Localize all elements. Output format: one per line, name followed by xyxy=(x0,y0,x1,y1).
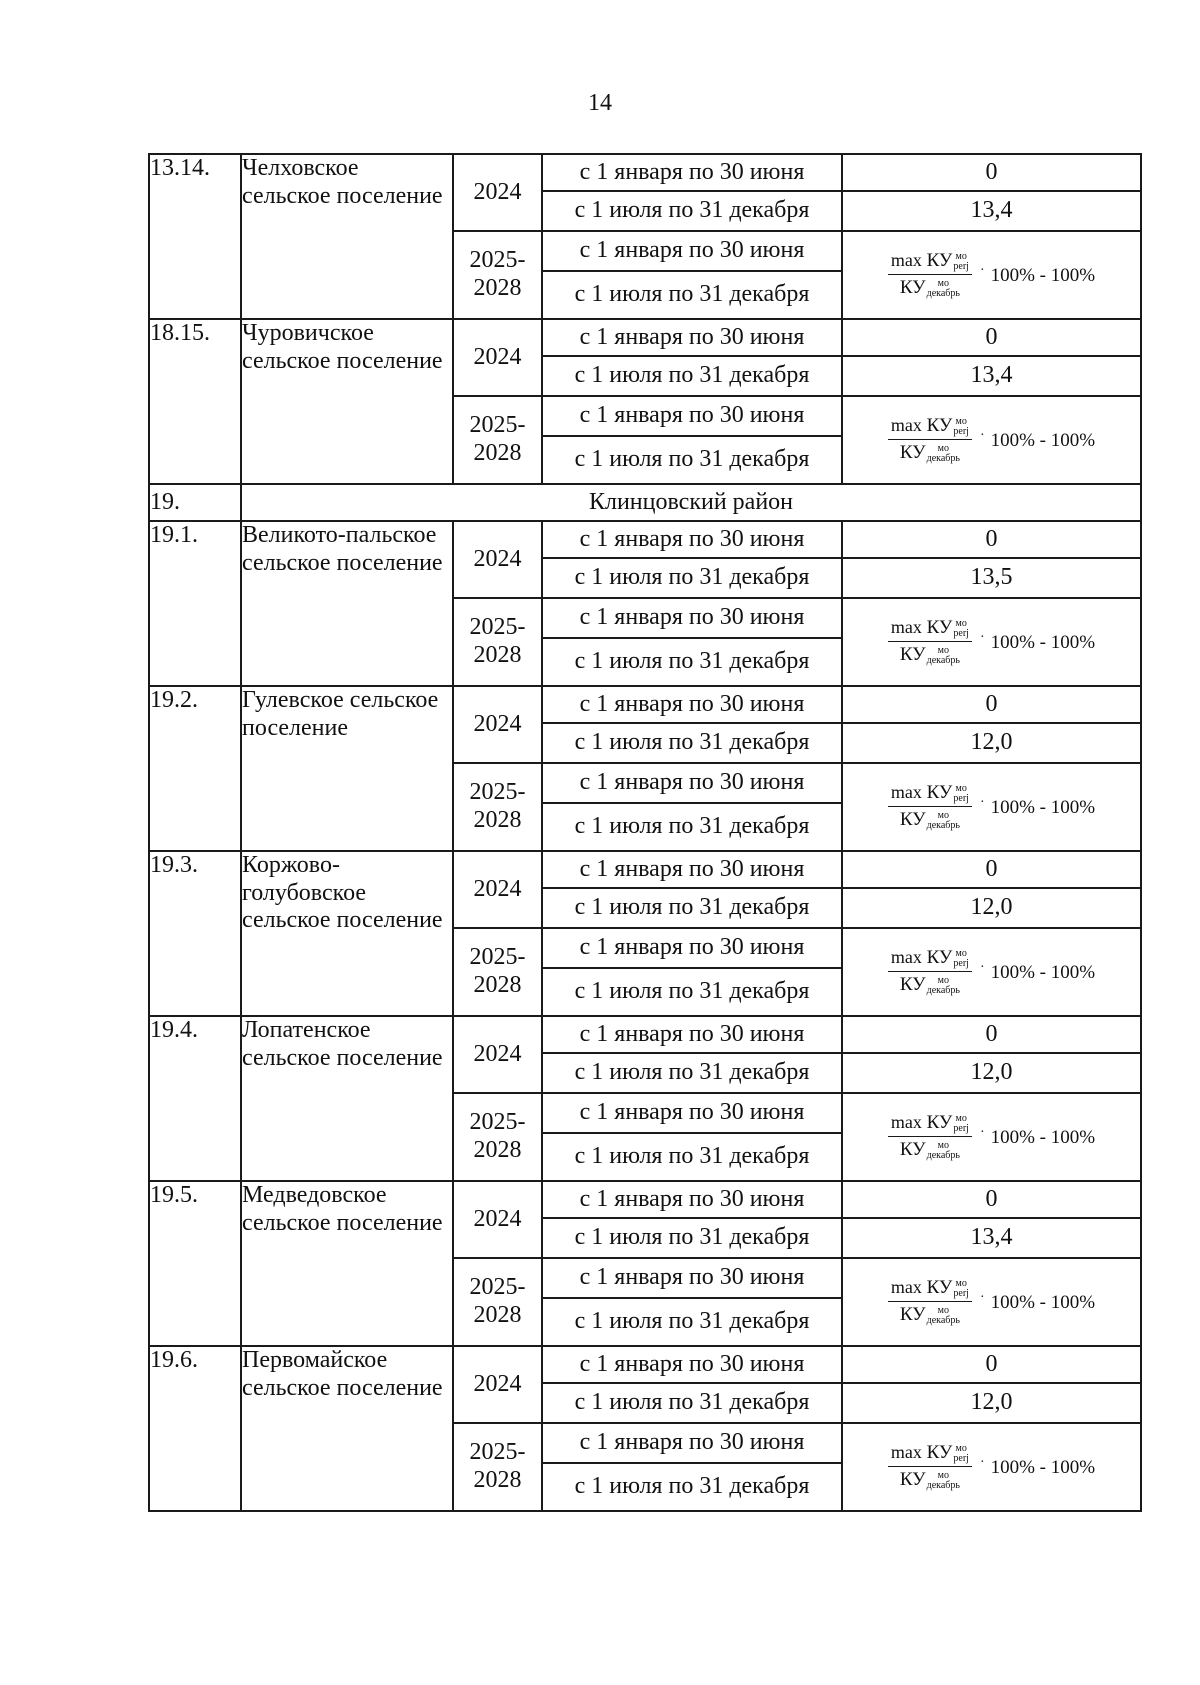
formula-op: max xyxy=(890,1112,922,1133)
entry-year-range: 2025-2028 xyxy=(453,1093,542,1181)
formula-symbol: КУ xyxy=(926,415,953,437)
formula-symbol: КУ xyxy=(926,617,953,639)
entry-value: 0 xyxy=(842,319,1141,356)
formula-sub: декабрь xyxy=(926,1479,960,1491)
formula-numerator xyxy=(888,251,972,275)
entry-period: с 1 июля по 31 декабря xyxy=(542,888,842,928)
formula-sub: рerj xyxy=(953,1453,969,1464)
formula-numerator xyxy=(888,1113,972,1137)
entry-number: 19.3. xyxy=(149,851,241,1016)
entry-period: с 1 января по 30 июня xyxy=(542,1258,842,1298)
formula-symbol: КУ xyxy=(926,1112,953,1134)
entry-year-range: 2025-2028 xyxy=(453,396,542,484)
formula-sub: декабрь xyxy=(926,819,960,831)
entry-period: с 1 января по 30 июня xyxy=(542,521,842,558)
entry-name: Лопатенское сельское поселение xyxy=(241,1016,453,1181)
entry-number: 19.1. xyxy=(149,521,241,686)
entry-value: 0 xyxy=(842,1016,1141,1053)
formula-symbol: КУ xyxy=(899,1139,926,1160)
formula-dot: · xyxy=(979,1290,985,1305)
formula-indices xyxy=(953,252,969,272)
entry-period: с 1 июля по 31 декабря xyxy=(542,356,842,396)
formula-sub: рerj xyxy=(953,958,969,969)
tariff-table-body xyxy=(149,154,1141,1511)
entry-period: с 1 января по 30 июня xyxy=(542,1016,842,1053)
formula-indices xyxy=(927,646,960,666)
formula-dot: · xyxy=(979,1125,985,1140)
formula-sub: рerj xyxy=(953,261,969,272)
formula-cell xyxy=(842,396,1141,484)
entry-period: с 1 июля по 31 декабря xyxy=(542,1133,842,1181)
entry-period: с 1 января по 30 июня xyxy=(542,686,842,723)
entry-year: 2024 xyxy=(453,851,542,928)
formula-sup: мо xyxy=(937,809,949,821)
formula-fraction xyxy=(888,948,972,995)
formula xyxy=(843,1443,1140,1490)
table-row xyxy=(149,686,1141,723)
formula-symbol: КУ xyxy=(926,250,953,272)
entry-period: с 1 июля по 31 декабря xyxy=(542,1218,842,1258)
table-row xyxy=(149,1346,1141,1383)
formula-symbol: КУ xyxy=(899,1304,926,1325)
formula-indices xyxy=(953,784,969,804)
formula-tail: 100% - 100% xyxy=(990,796,1096,818)
formula-numerator xyxy=(888,416,972,440)
section-row xyxy=(149,484,1141,521)
formula-dot: · xyxy=(979,795,985,810)
formula-indices xyxy=(953,619,969,639)
table-row xyxy=(149,154,1141,191)
table-row xyxy=(149,1016,1141,1053)
entry-name: Медведовское сельское поселение xyxy=(241,1181,453,1346)
formula-tail: 100% - 100% xyxy=(990,1456,1096,1478)
formula-dot: · xyxy=(979,960,985,975)
formula-sup: мо xyxy=(937,1304,949,1316)
formula-sup: мо xyxy=(937,442,949,454)
formula xyxy=(843,948,1140,995)
formula xyxy=(843,618,1140,665)
entry-value: 0 xyxy=(842,1181,1141,1218)
formula-sup: мо xyxy=(955,783,967,794)
entry-number: 18.15. xyxy=(149,319,241,484)
entry-period: с 1 января по 30 июня xyxy=(542,598,842,638)
formula-cell xyxy=(842,231,1141,319)
entry-year-range: 2025-2028 xyxy=(453,231,542,319)
formula-symbol: КУ xyxy=(926,947,953,969)
formula-fraction xyxy=(888,416,972,463)
entry-value: 0 xyxy=(842,851,1141,888)
page-number: 14 xyxy=(588,90,612,116)
entry-value: 0 xyxy=(842,521,1141,558)
formula xyxy=(843,1113,1140,1160)
formula-numerator xyxy=(888,783,972,807)
formula-sub: рerj xyxy=(953,628,969,639)
entry-name: Чуровичское сельское поселение xyxy=(241,319,453,484)
formula-indices xyxy=(927,444,960,464)
formula-numerator xyxy=(888,1278,972,1302)
formula-dot: · xyxy=(979,1455,985,1470)
formula-sub: рerj xyxy=(953,1123,969,1134)
entry-period: с 1 июля по 31 декабря xyxy=(542,191,842,231)
formula-denominator xyxy=(897,275,963,299)
formula-tail: 100% - 100% xyxy=(990,631,1096,653)
entry-period: с 1 июля по 31 декабря xyxy=(542,638,842,686)
entry-year-range: 2025-2028 xyxy=(453,1258,542,1346)
entry-period: с 1 января по 30 июня xyxy=(542,1346,842,1383)
entry-period: с 1 января по 30 июня xyxy=(542,396,842,436)
entry-period: с 1 января по 30 июня xyxy=(542,231,842,271)
formula-cell xyxy=(842,928,1141,1016)
formula-cell xyxy=(842,1258,1141,1346)
formula xyxy=(843,251,1140,298)
formula-numerator xyxy=(888,948,972,972)
formula-op: max xyxy=(890,1442,922,1463)
entry-period: с 1 июля по 31 декабря xyxy=(542,436,842,484)
formula-fraction xyxy=(888,618,972,665)
entry-number: 19.6. xyxy=(149,1346,241,1511)
formula-denominator xyxy=(897,972,963,996)
formula xyxy=(843,416,1140,463)
formula-tail: 100% - 100% xyxy=(990,264,1096,286)
entry-year: 2024 xyxy=(453,319,542,396)
formula-indices xyxy=(953,949,969,969)
formula-symbol: КУ xyxy=(899,809,926,830)
formula-symbol: КУ xyxy=(899,644,926,665)
formula-tail: 100% - 100% xyxy=(990,961,1096,983)
entry-year-range: 2025-2028 xyxy=(453,928,542,1016)
formula-indices xyxy=(927,1306,960,1326)
formula-dot: · xyxy=(979,263,985,278)
formula-sup: мо xyxy=(937,1469,949,1481)
formula-op: max xyxy=(890,782,922,803)
section-title: Клинцовский район xyxy=(241,484,1141,521)
entry-period: с 1 января по 30 июня xyxy=(542,154,842,191)
entry-value: 12,0 xyxy=(842,1383,1141,1423)
entry-period: с 1 июля по 31 декабря xyxy=(542,968,842,1016)
entry-number: 19.5. xyxy=(149,1181,241,1346)
formula-fraction xyxy=(888,251,972,298)
formula-denominator xyxy=(897,1137,963,1161)
entry-name: Великото-пальское сельское поселение xyxy=(241,521,453,686)
entry-year: 2024 xyxy=(453,1016,542,1093)
formula-indices xyxy=(953,1444,969,1464)
entry-period: с 1 июля по 31 декабря xyxy=(542,1463,842,1511)
formula-symbol: КУ xyxy=(899,1469,926,1490)
formula xyxy=(843,1278,1140,1325)
formula-symbol: КУ xyxy=(926,782,953,804)
formula-sub: декабрь xyxy=(926,1149,960,1161)
formula-tail: 100% - 100% xyxy=(990,1126,1096,1148)
entry-period: с 1 июля по 31 декабря xyxy=(542,723,842,763)
entry-value: 13,4 xyxy=(842,1218,1141,1258)
entry-value: 0 xyxy=(842,1346,1141,1383)
formula-sup: мо xyxy=(937,277,949,289)
formula-fraction xyxy=(888,1113,972,1160)
entry-year: 2024 xyxy=(453,1181,542,1258)
formula-cell xyxy=(842,598,1141,686)
formula-op: max xyxy=(890,1277,922,1298)
entry-value: 13,4 xyxy=(842,191,1141,231)
entry-period: с 1 июля по 31 декабря xyxy=(542,803,842,851)
entry-number: 19.2. xyxy=(149,686,241,851)
formula-sup: мо xyxy=(955,618,967,629)
formula-symbol: КУ xyxy=(899,974,926,995)
entry-year: 2024 xyxy=(453,1346,542,1423)
formula-sup: мо xyxy=(937,1139,949,1151)
entry-period: с 1 января по 30 июня xyxy=(542,851,842,888)
formula-cell xyxy=(842,1093,1141,1181)
formula-sub: декабрь xyxy=(926,287,960,299)
entry-number: 19.4. xyxy=(149,1016,241,1181)
entry-year: 2024 xyxy=(453,686,542,763)
entry-value: 12,0 xyxy=(842,1053,1141,1093)
formula-sub: декабрь xyxy=(926,984,960,996)
formula-sup: мо xyxy=(937,644,949,656)
formula-fraction xyxy=(888,1443,972,1490)
entry-name: Первомайское сельское поселение xyxy=(241,1346,453,1511)
entry-name: Коржово-голубовское сельское поселение xyxy=(241,851,453,1016)
formula-sup: мо xyxy=(955,1443,967,1454)
entry-period: с 1 января по 30 июня xyxy=(542,1093,842,1133)
formula-sub: декабрь xyxy=(926,1314,960,1326)
formula-op: max xyxy=(890,947,922,968)
formula-denominator xyxy=(897,1467,963,1491)
formula-indices xyxy=(953,1279,969,1299)
formula-symbol: КУ xyxy=(926,1442,953,1464)
table-row xyxy=(149,319,1141,356)
formula-denominator xyxy=(897,440,963,464)
entry-value: 12,0 xyxy=(842,888,1141,928)
entry-period: с 1 июля по 31 декабря xyxy=(542,271,842,319)
table-row xyxy=(149,521,1141,558)
entry-period: с 1 июля по 31 декабря xyxy=(542,558,842,598)
entry-period: с 1 июля по 31 декабря xyxy=(542,1053,842,1093)
formula-indices xyxy=(927,811,960,831)
entry-number: 13.14. xyxy=(149,154,241,319)
formula-numerator xyxy=(888,618,972,642)
formula-sup: мо xyxy=(955,1113,967,1124)
formula-sup: мо xyxy=(955,251,967,262)
entry-period: с 1 июля по 31 декабря xyxy=(542,1298,842,1346)
formula-cell xyxy=(842,1423,1141,1511)
formula-sub: рerj xyxy=(953,426,969,437)
entry-value: 13,4 xyxy=(842,356,1141,396)
formula-op: max xyxy=(890,617,922,638)
entry-period: с 1 января по 30 июня xyxy=(542,1181,842,1218)
section-number: 19. xyxy=(149,484,241,521)
formula-denominator xyxy=(897,807,963,831)
formula xyxy=(843,783,1140,830)
entry-year-range: 2025-2028 xyxy=(453,1423,542,1511)
formula-denominator xyxy=(897,642,963,666)
formula-tail: 100% - 100% xyxy=(990,1291,1096,1313)
entry-year: 2024 xyxy=(453,154,542,231)
formula-indices xyxy=(953,1114,969,1134)
formula-tail: 100% - 100% xyxy=(990,429,1096,451)
entry-name: Гулевское сельское поселение xyxy=(241,686,453,851)
entry-period: с 1 января по 30 июня xyxy=(542,1423,842,1463)
tariff-table xyxy=(148,153,1142,1512)
formula-fraction xyxy=(888,1278,972,1325)
table-row xyxy=(149,1181,1141,1218)
entry-value: 12,0 xyxy=(842,723,1141,763)
formula-dot: · xyxy=(979,428,985,443)
formula-sub: рerj xyxy=(953,1288,969,1299)
formula-indices xyxy=(927,976,960,996)
entry-value: 13,5 xyxy=(842,558,1141,598)
formula-sub: декабрь xyxy=(926,654,960,666)
formula-indices xyxy=(927,1471,960,1491)
formula-symbol: КУ xyxy=(926,1277,953,1299)
entry-value: 0 xyxy=(842,686,1141,723)
entry-name: Челховское сельское поселение xyxy=(241,154,453,319)
entry-period: с 1 января по 30 июня xyxy=(542,928,842,968)
formula-sub: рerj xyxy=(953,793,969,804)
formula-indices xyxy=(953,417,969,437)
formula-cell xyxy=(842,763,1141,851)
entry-year-range: 2025-2028 xyxy=(453,598,542,686)
formula-denominator xyxy=(897,1302,963,1326)
formula-op: max xyxy=(890,415,922,436)
table-row xyxy=(149,851,1141,888)
entry-value: 0 xyxy=(842,154,1141,191)
formula-sup: мо xyxy=(955,948,967,959)
entry-year-range: 2025-2028 xyxy=(453,763,542,851)
formula-sup: мо xyxy=(955,416,967,427)
entry-period: с 1 января по 30 июня xyxy=(542,763,842,803)
formula-sup: мо xyxy=(937,974,949,986)
entry-period: с 1 июля по 31 декабря xyxy=(542,1383,842,1423)
entry-year: 2024 xyxy=(453,521,542,598)
formula-sub: декабрь xyxy=(926,452,960,464)
formula-numerator xyxy=(888,1443,972,1467)
formula-dot: · xyxy=(979,630,985,645)
formula-op: max xyxy=(890,250,922,271)
formula-sup: мо xyxy=(955,1278,967,1289)
entry-period: с 1 января по 30 июня xyxy=(542,319,842,356)
formula-symbol: КУ xyxy=(899,442,926,463)
formula-symbol: КУ xyxy=(899,277,926,298)
formula-indices xyxy=(927,279,960,299)
formula-fraction xyxy=(888,783,972,830)
formula-indices xyxy=(927,1141,960,1161)
